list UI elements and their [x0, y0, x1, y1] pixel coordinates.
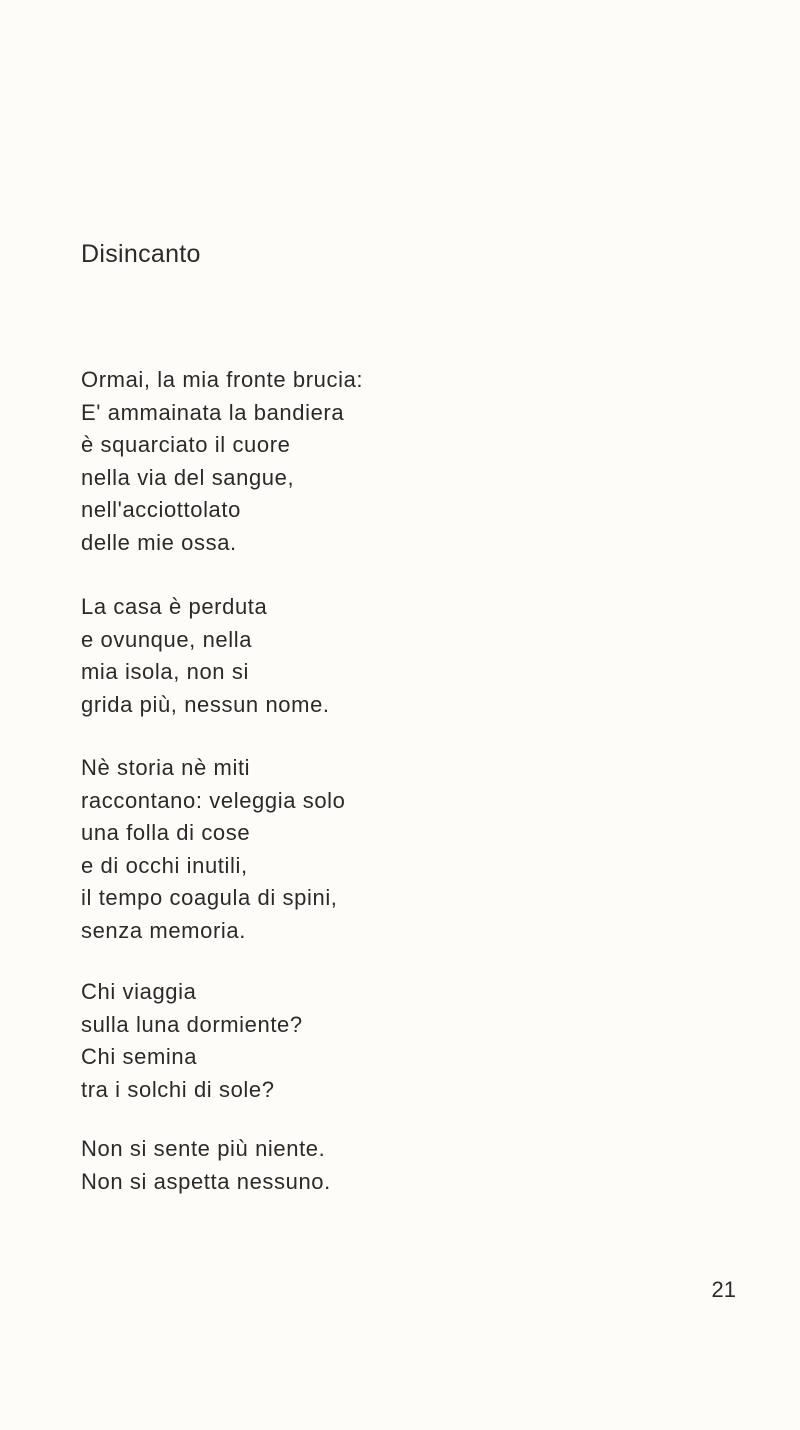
poem-line: Chi viaggia	[81, 979, 197, 1004]
poem-line: nella via del sangue,	[81, 464, 295, 490]
poem-line: il tempo coagula di spini,	[81, 885, 338, 910]
poem-line: grida più, nessun nome.	[81, 691, 330, 717]
poem-line: Chi semina	[81, 1044, 198, 1069]
poem-line: nell'acciottolato	[81, 497, 241, 522]
poem-line: tra i solchi di sole?	[81, 1076, 275, 1102]
poem-line: delle mie ossa.	[81, 529, 237, 555]
stanza-4	[81, 976, 303, 1106]
poem-line: sulla luna dormiente?	[81, 1011, 303, 1037]
poem-line: La casa è perduta	[81, 594, 268, 619]
poem-line: Nè storia nè miti	[81, 755, 251, 780]
poem-line: Non si aspetta nessuno.	[81, 1168, 331, 1194]
stanza-1	[81, 364, 363, 559]
poem-line: una folla di cose	[81, 820, 251, 845]
page-number: 21	[711, 1277, 736, 1302]
poem-line: E' ammainata la bandiera	[81, 399, 345, 425]
poem-line: e di occhi inutili,	[81, 852, 248, 878]
poem-line: è squarciato il cuore	[81, 432, 291, 457]
poem-line: raccontano: veleggia solo	[81, 787, 346, 813]
poem-line: senza memoria.	[81, 917, 246, 943]
stanza-2	[81, 591, 330, 721]
poem-line: mia isola, non si	[81, 659, 249, 684]
poem-line: e ovunque, nella	[81, 626, 253, 652]
poem-line: Ormai, la mia fronte brucia:	[81, 367, 364, 392]
stanza-3	[81, 752, 346, 947]
poem-title: Disincanto	[81, 240, 201, 268]
stanza-5	[81, 1133, 331, 1198]
poem-line: Non si sente più niente.	[81, 1136, 326, 1161]
